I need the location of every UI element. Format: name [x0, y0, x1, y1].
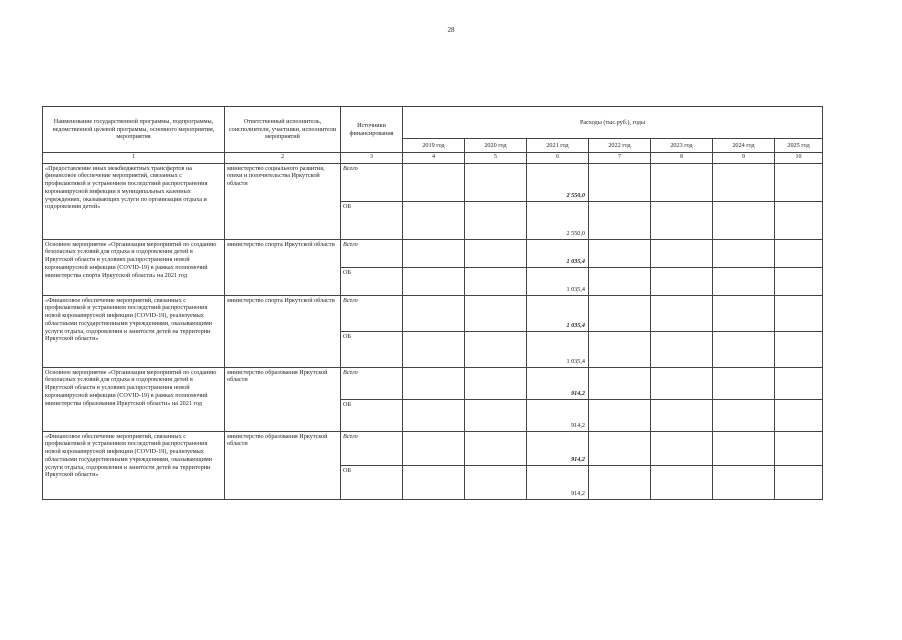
source-total: Всего: [341, 431, 403, 465]
value-ob-2021: 2 550,0: [566, 229, 585, 237]
measure-name: Основное мероприятие «Организация мероприятий по созданию безопасных условий для отдыха и оздоровления детей в Иркутской области в условиях распространения новой коронавирусной инфекции (COVID-19) в рамках полномочий министерства образования Иркутской области» на 2021 год: [43, 367, 225, 431]
source-ob: ОБ: [341, 201, 403, 239]
column-number: 10: [775, 153, 823, 164]
source-total: Всего: [341, 295, 403, 331]
column-number: 7: [589, 153, 651, 164]
header-name: Наименование государственной программы, подпрограммы, ведомственной целевой программы, основного мероприятия, мероприятия: [43, 107, 225, 153]
header-year: 2020 год: [465, 139, 527, 153]
responsible-executor: министерство образования Иркутской области: [225, 431, 341, 499]
header-year: 2023 год: [651, 139, 713, 153]
table-row: [43, 431, 823, 465]
source-ob: ОБ: [341, 267, 403, 295]
column-number: 3: [341, 153, 403, 164]
page-number: 28: [447, 26, 455, 34]
header-responsible: Ответственный исполнитель, соисполнители, участники, исполнители мероприятий: [225, 107, 341, 153]
table-row: [43, 295, 823, 331]
value-total-2021: 1 035,4: [566, 321, 585, 329]
column-number: 5: [465, 153, 527, 164]
table-row: [43, 163, 823, 201]
header-expenses: Расходы (тыс.руб.), годы: [403, 107, 823, 139]
measure-name: «Финансовое обеспечение мероприятий, связанных с профилактикой и устранением последствий распространения новой коронавирусной инфекции (COVID-19), реализуемых областными государственными учреждениями, оказывающими услуги отдыха, оздоровления и занятости детей на территории Иркутской области»: [43, 431, 225, 499]
table-row: [43, 367, 823, 399]
value-ob-2021: 914,2: [571, 489, 585, 497]
column-number: 9: [713, 153, 775, 164]
column-number: 2: [225, 153, 341, 164]
value-total-2021: 1 035,4: [566, 257, 585, 265]
column-number: 8: [651, 153, 713, 164]
column-number: 4: [403, 153, 465, 164]
header-year: 2022 год: [589, 139, 651, 153]
value-ob-2021: 914,2: [571, 421, 585, 429]
measure-name: «Предоставление иных межбюджетных трансфертов на финансовое обеспечение мероприятий, связанных с профилактикой и устранением последствий распространения коронавирусной инфекции в муниципальных казенных учреждениях, оказывающих услуги по организации отдыха и оздоровления детей»: [43, 163, 225, 239]
column-number: 6: [527, 153, 589, 164]
value-total-2021: 2 550,0: [566, 191, 585, 199]
responsible-executor: министерство спорта Иркутской области: [225, 295, 341, 367]
source-ob: ОБ: [341, 465, 403, 499]
header-year: 2021 год: [527, 139, 589, 153]
header-sources: Источники финансирования: [341, 107, 403, 153]
source-ob: ОБ: [341, 399, 403, 431]
responsible-executor: министерство образования Иркутской области: [225, 367, 341, 431]
responsible-executor: министерство спорта Иркутской области: [225, 239, 341, 295]
header-year: 2019 год: [403, 139, 465, 153]
source-total: Всего: [341, 163, 403, 201]
responsible-executor: министерство социального развития, опеки и попечительства Иркутской области: [225, 163, 341, 239]
column-number: 1: [43, 153, 225, 164]
source-ob: ОБ: [341, 331, 403, 367]
table-row: [43, 239, 823, 267]
value-ob-2021: 1 035,4: [566, 357, 585, 365]
value-ob-2021: 1 035,4: [566, 285, 585, 293]
header-year: 2025 год: [775, 139, 823, 153]
header-year: 2024 год: [713, 139, 775, 153]
budget-table: [42, 106, 823, 500]
measure-name: Основное мероприятие «Организация мероприятий по созданию безопасных условий для отдыха и оздоровления детей в Иркутской области в условиях распространения новой коронавирусной инфекции (COVID-19) в рамках полномочий министерства спорта Иркутской области» на 2021 год: [43, 239, 225, 295]
value-total-2021: 914,2: [571, 389, 585, 397]
source-total: Всего: [341, 367, 403, 399]
value-total-2021: 914,2: [571, 455, 585, 463]
measure-name: «Финансовое обеспечение мероприятий, связанных с профилактикой и устранением последствий распространения новой коронавирусной инфекции (COVID-19), реализуемых областными государственными учреждениями, оказывающими услуги отдыха, оздоровления и занятости детей на территории Иркутской области»: [43, 295, 225, 367]
source-total: Всего: [341, 239, 403, 267]
